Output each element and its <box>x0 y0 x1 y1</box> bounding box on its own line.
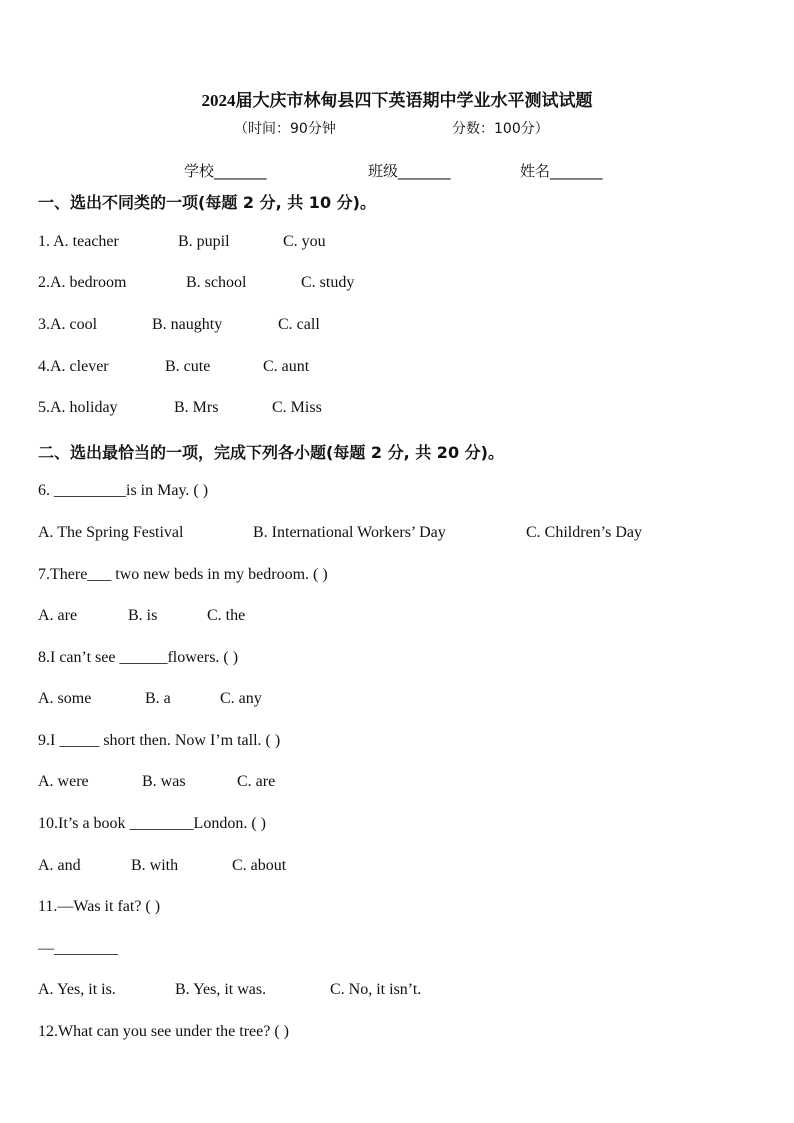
q4-option-c: C. aunt <box>263 358 310 375</box>
q11-reply-blank: —________ <box>38 940 118 957</box>
name-field: 姓名_______ <box>520 162 603 180</box>
q11-option-c: C. No, it isn’t. <box>330 981 422 998</box>
q9-option-b: B. was <box>142 773 186 790</box>
q8-option-b: B. a <box>145 690 171 707</box>
q4-option-a: 4.A. clever <box>38 358 109 375</box>
q10-stem: 10.It’s a book ________London. ( ) <box>38 815 266 832</box>
q8-option-a: A. some <box>38 690 92 707</box>
q1-option-c: C. you <box>283 233 326 250</box>
class-field: 班级_______ <box>368 162 451 180</box>
q7-option-c: C. the <box>207 607 246 624</box>
q10-option-a: A. and <box>38 857 81 874</box>
q10-option-b: B. with <box>131 857 179 874</box>
q1-option-a: 1. A. teacher <box>38 233 119 250</box>
q11-stem: 11.—Was it fat? ( ) <box>38 898 161 915</box>
q10-option-c: C. about <box>232 857 287 874</box>
q7-stem: 7.There___ two new beds in my bedroom. ( ) <box>38 566 328 583</box>
section-2-heading: 二、选出最恰当的一项，完成下列各小题(每题 2 分, 共 20 分)。 <box>38 443 504 462</box>
q5-option-a: 5.A. holiday <box>38 399 118 416</box>
q4-option-b: B. cute <box>165 358 211 375</box>
q6-option-a: A. The Spring Festival <box>38 524 184 541</box>
q7-option-b: B. is <box>128 607 158 624</box>
q12-stem: 12.What can you see under the tree? ( ) <box>38 1023 289 1040</box>
q8-option-c: C. any <box>220 690 262 707</box>
q5-option-b: B. Mrs <box>174 399 219 416</box>
q6-option-b: B. International Workers’ Day <box>253 524 446 541</box>
q2-option-b: B. school <box>186 274 247 291</box>
q9-option-a: A. were <box>38 773 89 790</box>
exam-time: （时间：90分钟 <box>234 121 336 137</box>
q9-stem: 9.I _____ short then. Now I’m tall. ( ) <box>38 732 281 749</box>
q8-stem: 8.I can’t see ______flowers. ( ) <box>38 649 239 666</box>
q3-option-b: B. naughty <box>152 316 223 333</box>
school-field: 学校_______ <box>184 162 267 180</box>
q2-option-a: 2.A. bedroom <box>38 274 127 291</box>
q3-option-c: C. call <box>278 316 320 333</box>
q6-stem: 6. _________is in May. ( ) <box>38 482 209 499</box>
q6-option-c: C. Children’s Day <box>526 524 642 541</box>
q11-option-b: B. Yes, it was. <box>175 981 267 998</box>
q3-option-a: 3.A. cool <box>38 316 98 333</box>
q11-option-a: A. Yes, it is. <box>38 981 116 998</box>
exam-score: 分数：100分） <box>452 121 549 137</box>
page-title: 2024届大庆市林甸县四下英语期中学业水平测试试题 <box>201 91 593 110</box>
q1-option-b: B. pupil <box>178 233 230 250</box>
section-1-heading: 一、选出不同类的一项(每题 2 分, 共 10 分)。 <box>38 193 376 212</box>
q7-option-a: A. are <box>38 607 78 624</box>
q2-option-c: C. study <box>301 274 355 291</box>
q9-option-c: C. are <box>237 773 276 790</box>
q5-option-c: C. Miss <box>272 399 322 416</box>
